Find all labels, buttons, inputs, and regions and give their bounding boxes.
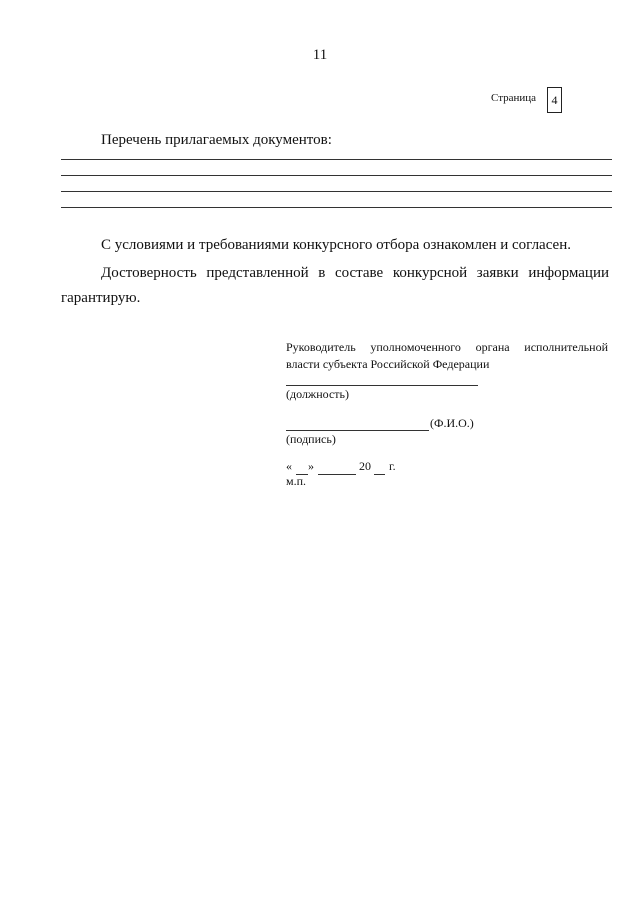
signature-block <box>286 339 608 373</box>
documents-line-3 <box>61 191 612 192</box>
position-label: (должность) <box>286 387 349 401</box>
documents-heading: Перечень прилагаемых документов: <box>101 132 332 148</box>
date-open-quote: « <box>286 459 292 473</box>
documents-line-2 <box>61 175 612 176</box>
date-month-line <box>318 474 356 475</box>
date-year-suffix: г. <box>389 459 396 473</box>
documents-line-4 <box>61 207 612 208</box>
stamp-label: м.п. <box>286 474 307 488</box>
page-box: 4 <box>547 87 562 113</box>
date-year-prefix: 20 <box>359 459 371 473</box>
agreement-text: С условиями и требованиями конкурсного отбора ознакомлен и согласен. <box>101 237 571 253</box>
guarantee-text-line2: гарантирую. <box>61 290 141 306</box>
fio-label: (Ф.И.О.) <box>430 416 474 430</box>
signatory-role-line1: Руководитель уполномоченного органа исполнительной <box>286 340 608 354</box>
page-number: 11 <box>312 47 328 63</box>
signatory-role-line2: власти субъекта Российской Федерации <box>286 357 490 371</box>
position-line <box>286 385 478 386</box>
date-year-line <box>374 474 385 475</box>
signature-line <box>286 430 429 431</box>
page-label: Страница <box>491 92 537 104</box>
guarantee-text-line1: Достоверность представленной в составе конкурсной заявки информации <box>101 265 609 281</box>
documents-line-1 <box>61 159 612 160</box>
signature-label: (подпись) <box>286 432 336 446</box>
date-close-quote: » <box>308 459 314 473</box>
